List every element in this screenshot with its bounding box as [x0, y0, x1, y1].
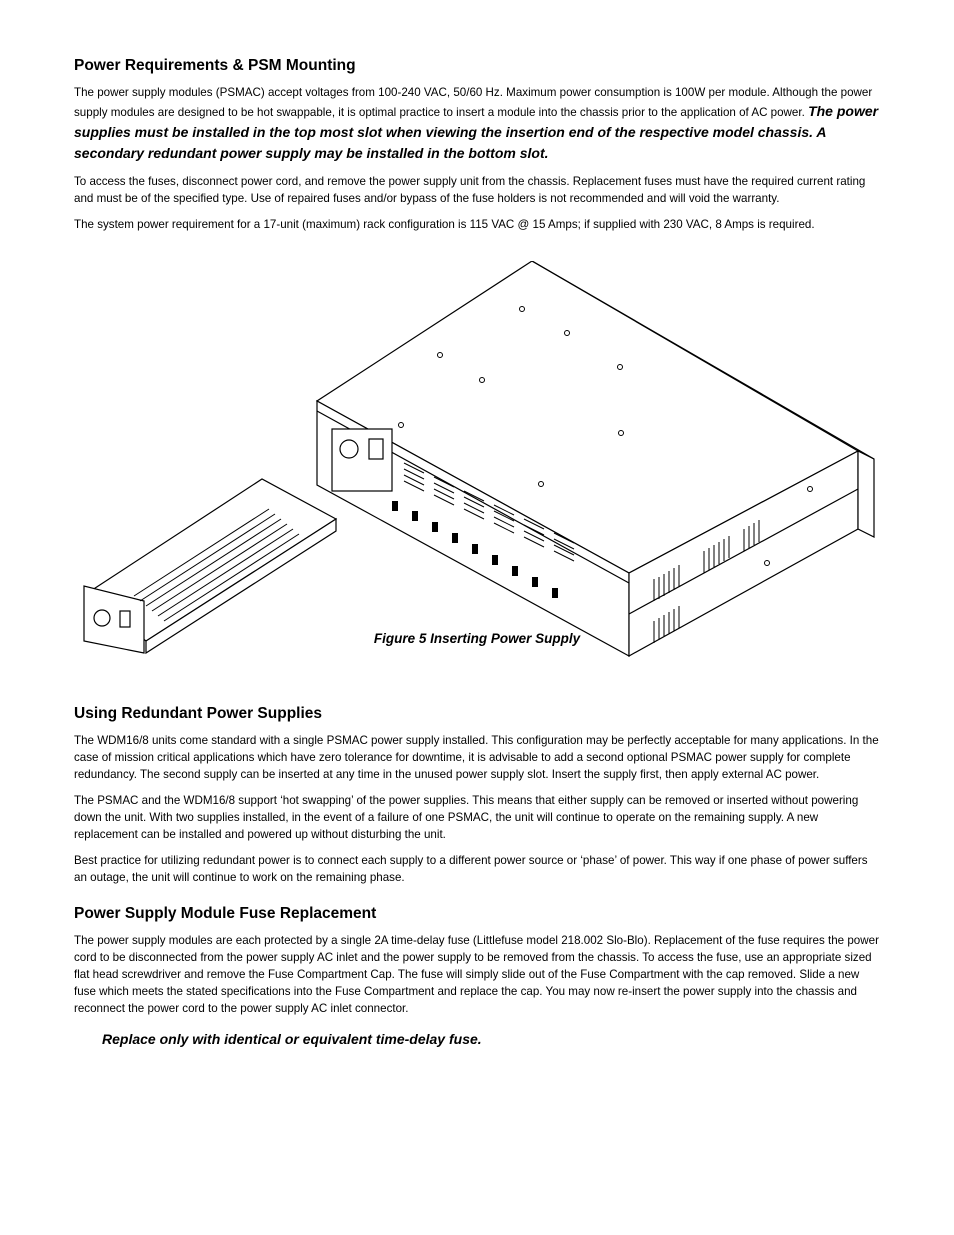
emphasis-slot-instruction: The power supplies must be installed in the top most slot when viewing the insertion end of the respective model chassis. A secondary redundant power supply may be installed in the bottom slot. [74, 103, 879, 161]
chassis-illustration [74, 261, 880, 661]
document-page [74, 56, 880, 1047]
psu-module [84, 479, 336, 653]
paragraph-fuse-access: To access the fuses, disconnect power cord, and remove the power supply unit from the chassis. Replacement fuses must have the required current rating and must be of the specified type. Use of repaired fuses and/or bypass of the fuse holders is not recommended and will void the warranty. [74, 175, 866, 205]
paragraph-fuse-replacement: The power supply modules are each protected by a single 2A time-delay fuse (Littlefuse model 218.002 Slo-Blo). Replacement of the fuse requires the power cord to be disconnected from the power supply AC inlet and the power supply to be removed from the chassis. To access the fuse, use an appropriate sized flat head screwdriver and remove the Fuse Compartment Cap. The fuse will simply slide out of the Fuse Compartment with the cap removed. Slide a new fuse which meets the stated specifications into the Fuse Compartment and replace the cap. You may now re-insert the power supply into the chassis and reconnect the power cord to the power supply AC inlet connector. [74, 934, 879, 1015]
figure-inserting-power-supply [74, 261, 880, 661]
section-heading-power-requirements: Power Requirements & PSM Mounting [74, 57, 356, 74]
paragraph-system-power: The system power requirement for a 17-unit (maximum) rack configuration is 115 VAC @ 15 Amps; if supplied with 230 VAC, 8 Amps is required. [74, 218, 815, 231]
paragraph-best-practice: Best practice for utilizing redundant power is to connect each supply to a different power source or ‘phase’ of power. This way if one phase of power suffers an outage, the unit will continue to work on the remaining phase. [74, 854, 868, 884]
figure-caption: Figure 5 Inserting Power Supply [373, 631, 581, 646]
fuse-warning-note: Replace only with identical or equivalent time-delay fuse. [102, 1031, 482, 1047]
section-heading-fuse-replacement: Power Supply Module Fuse Replacement [74, 905, 377, 922]
chassis-drawing [317, 261, 874, 656]
paragraph-hot-swapping: The PSMAC and the WDM16/8 support ‘hot swapping’ of the power supplies. This means that either supply can be removed or inserted without powering down the unit. With two supplies installed, in the event of a failure of one PSMAC, the unit will continue to operate on the remaining supply. A new replacement can be installed and powered up without disturbing the unit. [74, 794, 859, 841]
section-heading-redundant-power: Using Redundant Power Supplies [74, 705, 323, 722]
paragraph-redundant-intro: The WDM16/8 units come standard with a single PSMAC power supply installed. This configuration may be perfectly acceptable for many applications. In the case of mission critical applications which have zero tolerance for downtime, it is advisable to add a second optional PSMAC power supply for complete redundancy. The second supply can be inserted at any time in the unused power supply slot. Insert the supply first, then apply external AC power. [74, 734, 879, 781]
paragraph-psmac-voltages [74, 84, 880, 164]
paragraph-text: The power supply modules (PSMAC) accept voltages from 100-240 VAC, 50/60 Hz. Maximum power consumption is 100W per module. Although the power supply modules are designed to be hot swappable, it is optimal practice to insert a module into the chassis prior to the application of AC power. [74, 86, 873, 119]
